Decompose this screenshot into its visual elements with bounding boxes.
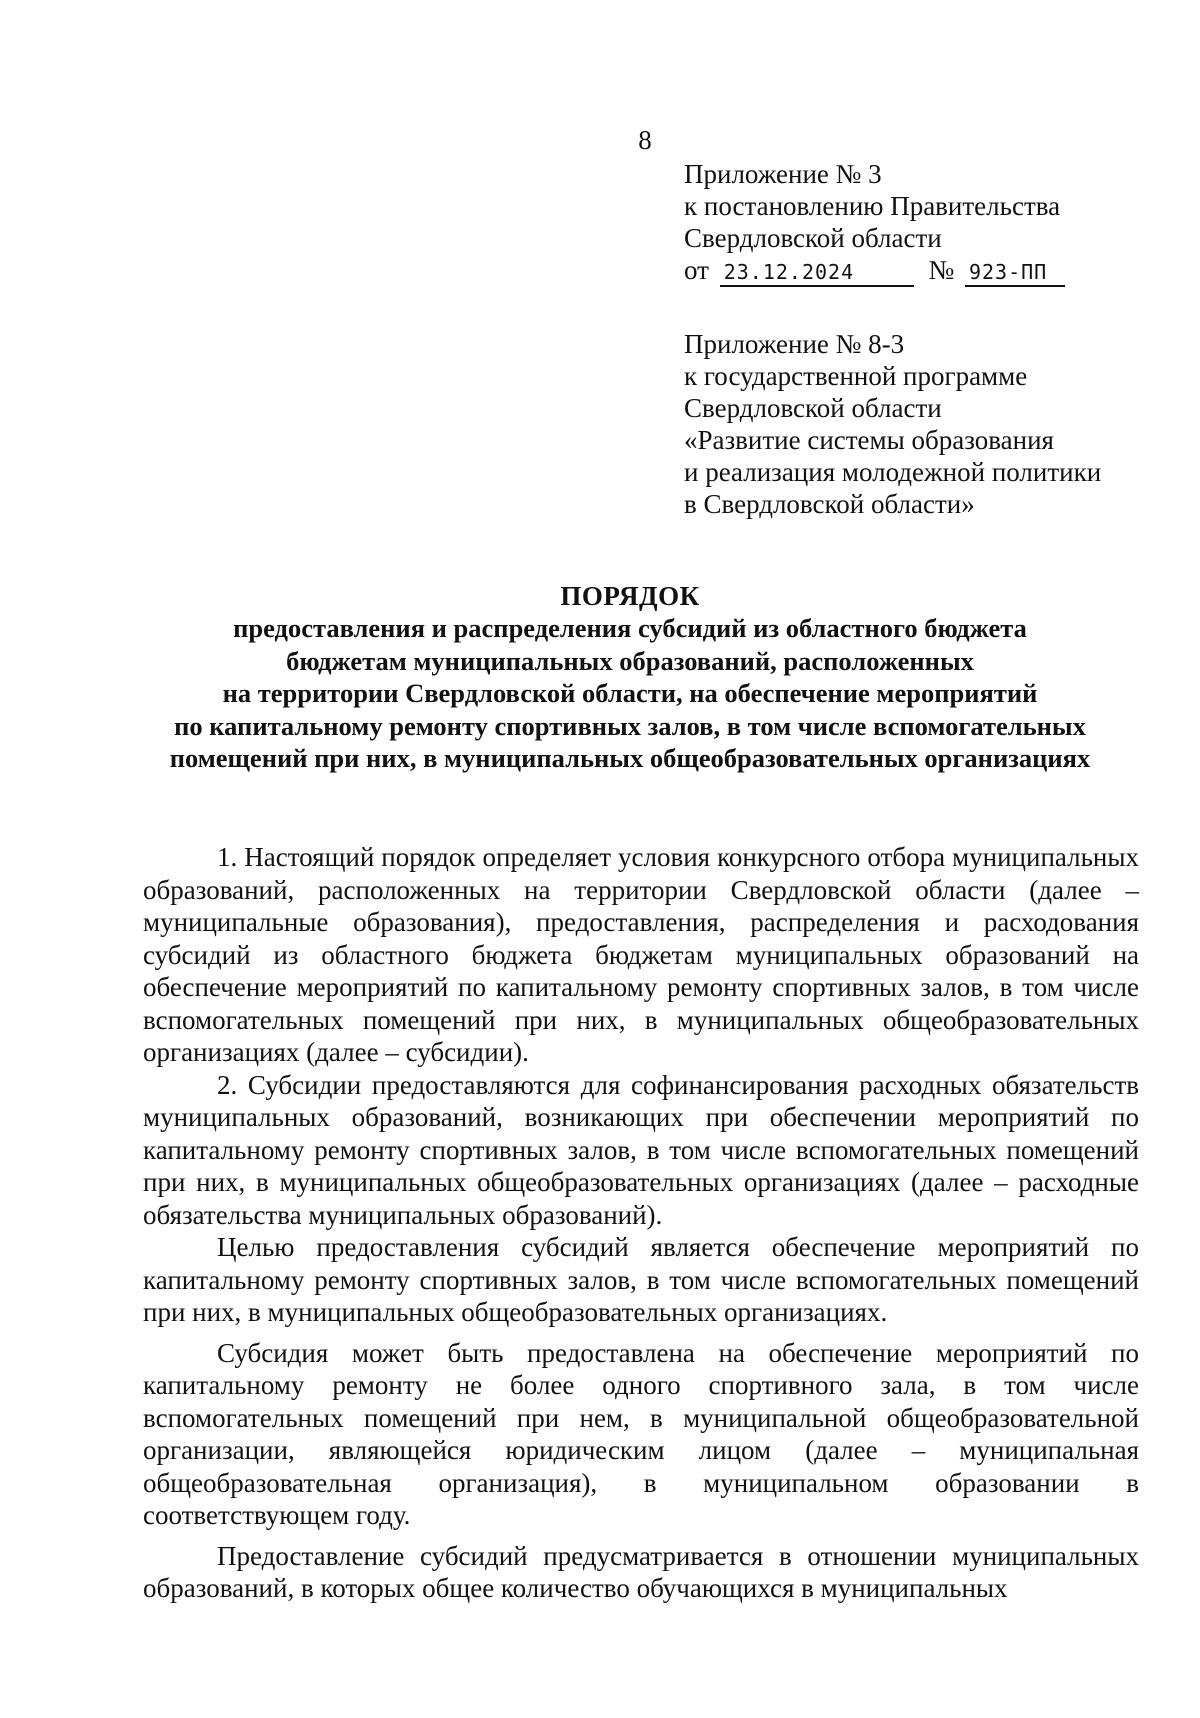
paragraph: Субсидия может быть предоставлена на обеспечение мероприятий по капитальному ремонту не более одного спортивного зала, в том числе вспомогательных помещений при нем, в муниципальной общеобразовательной организации, являющейся юридическим лицом (далее – муниципальная общеобразовательная организация), в муниципальном образовании в соответствующем году. [143,1337,1139,1530]
document-subtitle-line: предоставления и распределения субсидий из областного бюджета [233,613,1027,643]
document-title: ПОРЯДОК [560,581,700,611]
appendix-line: Свердловской области [684,393,942,423]
date-prefix: от [684,255,709,285]
appendix-resolution-header [684,158,1065,287]
appendix-line: в Свердловской области» [684,489,975,519]
number-prefix: № [928,255,955,285]
document-title-block [130,580,1130,775]
document-subtitle-line: по капитальному ремонту спортивных залов, в том числе вспомогательных [174,710,1086,741]
page-number: 8 [638,125,652,155]
appendix-line: и реализация молодежной политики [684,457,1102,487]
resolution-number: 923-ПП [965,259,1065,287]
appendix-line: Приложение № 8-3 [684,329,905,359]
paragraph: Целью предоставления субсидий является обеспечение мероприятий по капитальному ремонту спортивных залов, в том числе вспомогательных помещений при них, в муниципальных общеобразовательных организациях. [143,1232,1139,1327]
document-subtitle-line: на территории Свердловской области, на обеспечение мероприятий [222,678,1038,708]
appendix-line: Приложение № 3 [684,159,882,189]
appendix-line: к постановлению Правительства [684,191,1061,221]
document-subtitle-line: помещений при них, в муниципальных общеобразовательных организациях [169,743,1091,773]
document-body [143,841,1139,1605]
appendix-date-number-line [684,254,1065,287]
appendix-line: «Развитие системы образования [684,425,1054,455]
appendix-program-header [684,328,1101,520]
paragraph: 1. Настоящий порядок определяет условия конкурсного отбора муниципальных образований, расположенных на территории Свердловской области (далее – муниципальные образования), предоставления, распределения и расходования субсидий из областного бюджета бюджетам муниципальных образований на обеспечение мероприятий по капитальному ремонту спортивных залов, в том числе вспомогательных помещений при них, в муниципальных общеобразовательных организациях (далее – субсидии). [143,842,1139,1067]
paragraph: Предоставление субсидий предусматривается в отношении муниципальных образований, в которых общее количество обучающихся в муниципальных [143,1540,1139,1603]
document-subtitle-line: бюджетам муниципальных образований, расположенных [286,645,974,676]
resolution-date: 23.12.2024 [720,259,914,287]
appendix-line: Свердловской области [684,223,942,253]
paragraph: 2. Субсидии предоставляются для софинансирования расходных обязательств муниципальных образований, возникающих при обеспечении мероприятий по капитальному ремонту спортивных залов, в том числе вспомогательных помещений при них, в муниципальных общеобразовательных организациях (далее – расходные обязательства муниципальных образований). [143,1069,1139,1230]
appendix-line: к государственной программе [684,361,1028,391]
